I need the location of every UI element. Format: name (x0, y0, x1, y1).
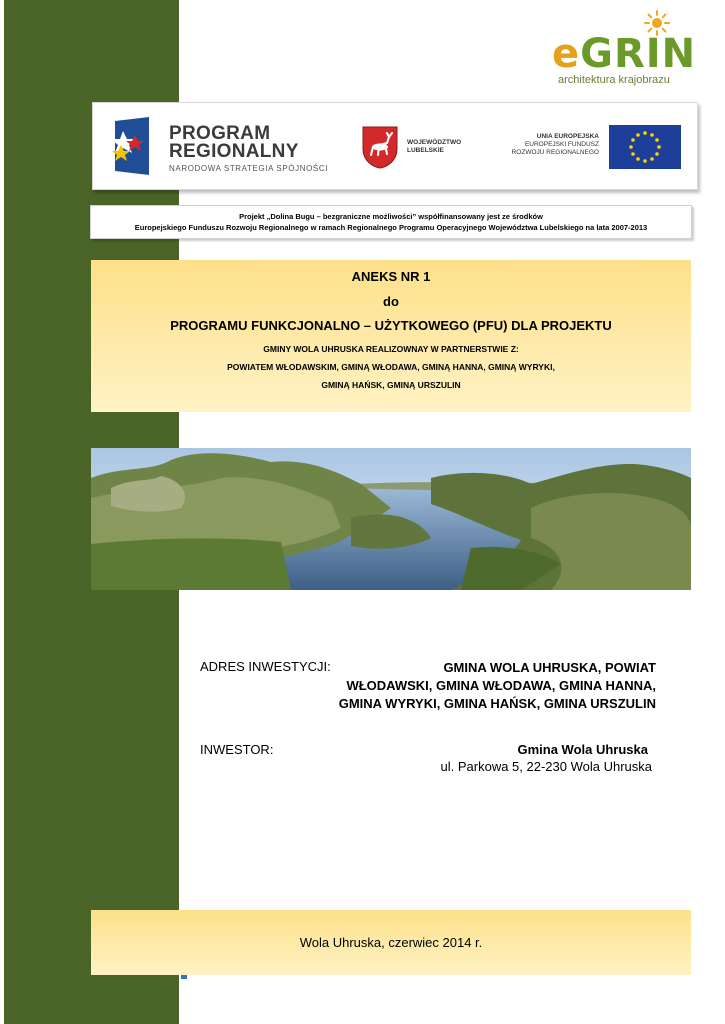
egrin-e: e (552, 31, 581, 77)
document-title-box (91, 260, 691, 412)
ue-line2: EUROPEJSKI FUNDUSZ (524, 141, 599, 148)
address-line2: WŁODAWSKI, GMINA WŁODAWA, GMINA HANNA, (346, 678, 656, 693)
partnership-line3: GMINĄ HAŃSK, GMINĄ URSZULIN (321, 380, 461, 390)
address-value (280, 659, 656, 713)
river-landscape-photo (91, 448, 691, 590)
program-regionalny-subtitle: NARODOWA STRATEGIA SPÓJNOŚCI (169, 164, 329, 173)
investor-name: Gmina Wola Uhruska (517, 742, 648, 757)
annex-title: ANEKS NR 1 (351, 269, 431, 284)
side-band-edge (0, 0, 4, 1024)
lubelskie-line2: LUBELSKIE (407, 146, 444, 154)
egrin-tagline: architektura krajobrazu (558, 74, 670, 86)
ue-label (495, 133, 599, 157)
egrin-logo (552, 10, 697, 90)
ue-line1: UNIA EUROPEJSKA (536, 133, 599, 140)
title-connector: do (383, 294, 399, 309)
egrin-wordmark (552, 32, 696, 76)
project-funding-note (90, 205, 692, 239)
program-regionalny-title (169, 125, 299, 161)
lublin-deer-crest-icon (361, 125, 399, 169)
address-line1: GMINA WOLA UHRUSKA, POWIAT (443, 660, 656, 675)
eu-flag-icon (609, 125, 681, 169)
lubelskie-line1: WOJEWÓDZTWO (407, 139, 462, 146)
footer-box (91, 910, 691, 975)
address-label: ADRES INWESTYCJI: (200, 659, 331, 674)
program-title: PROGRAMU FUNKCJONALNO – UŻYTKOWEGO (PFU) DLA PROJEKTU (170, 318, 612, 333)
investor-label: INWESTOR: (200, 742, 274, 757)
address-line3: GMINA WYRYKI, GMINA HAŃSK, GMINA URSZULIN (338, 696, 656, 711)
program-title-line2: REGIONALNY (169, 141, 299, 162)
lubelskie-label (407, 139, 461, 154)
place-date: Wola Uhruska, czerwiec 2014 r. (299, 935, 483, 950)
partnership-line1: GMINY WOLA UHRUSKA REALIZOWNAY W PARTNERSTWIE Z: (263, 344, 519, 354)
blue-mark (181, 975, 187, 979)
partnership-line2: POWIATEM WŁODAWSKIM, GMINĄ WŁODAWA, GMINĄ HANNA, GMINĄ WYRYKI, (227, 362, 555, 372)
funding-logo-bar (92, 102, 698, 190)
project-line2: Europejskiego Funduszu Rozwoju Regionalnego w ramach Regionalnego Programu Operacyjnego Województwa Lubelskiego na lata 2007-2013 (134, 223, 648, 232)
ue-line3: ROZWOJU REGIONALNEGO (511, 149, 599, 156)
egrin-rest: GRIN (580, 31, 697, 77)
project-line1: Projekt „Dolina Bugu – bezgraniczne możliwości” współfinansowany jest ze środków (239, 212, 543, 221)
program-regionalny-star-icon (109, 115, 153, 177)
investor-address: ul. Parkowa 5, 22-230 Wola Uhruska (440, 759, 652, 774)
program-title-line1: PROGRAM (169, 123, 271, 144)
